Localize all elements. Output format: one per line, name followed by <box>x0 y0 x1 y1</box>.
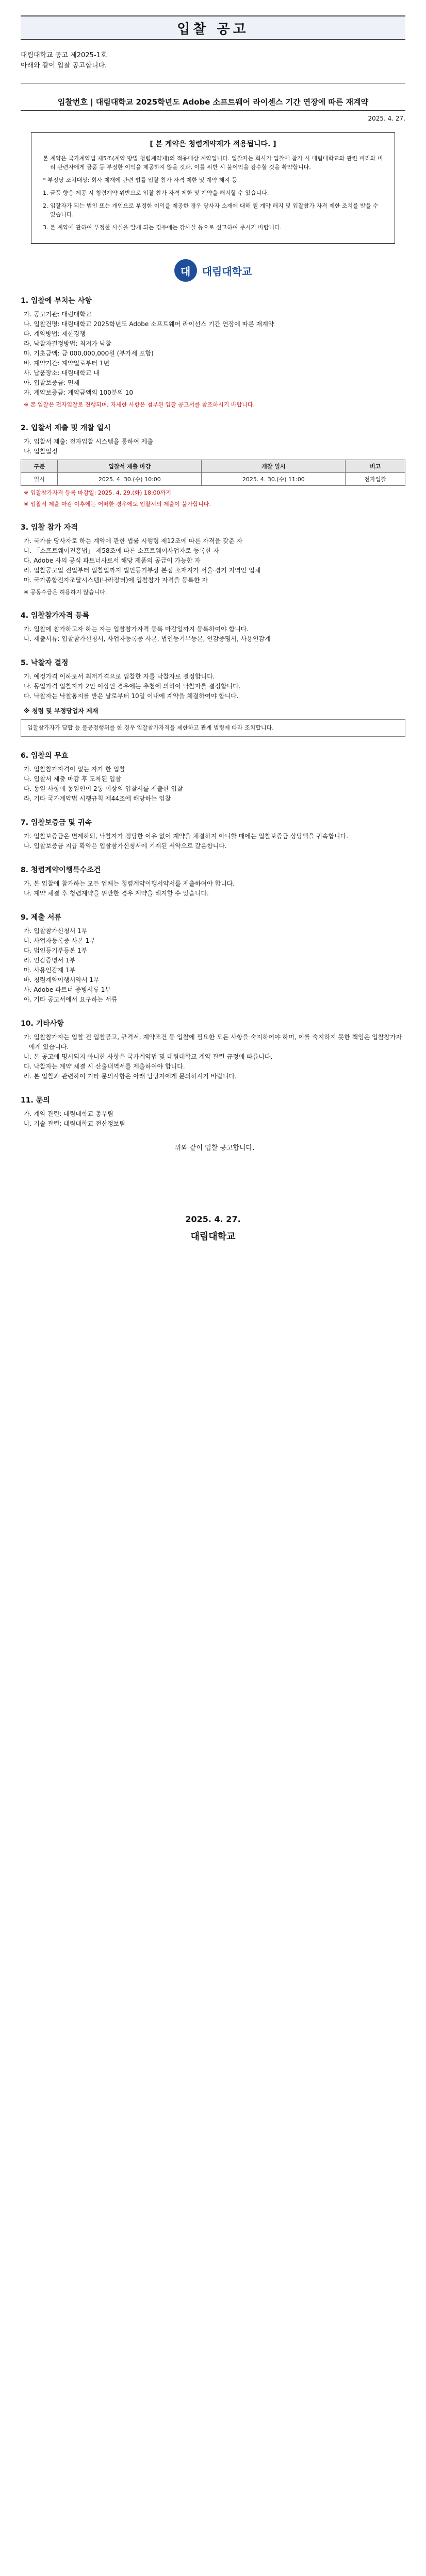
list-item: 나. 입찰보증금 지급 확약은 입찰참가신청서에 기재된 서약으로 갈음합니다. <box>24 842 227 850</box>
list-item: 마. 사용인감계 1부 <box>24 967 76 974</box>
table-cell: 2025. 4. 30.(수) 11:00 <box>202 473 346 486</box>
section-6 <box>21 750 405 804</box>
list-item: 아. 입찰보증금: 면제 <box>24 379 80 386</box>
closing-statement: 위와 같이 입찰 공고합니다. <box>174 1144 255 1152</box>
list-item: 다. 계약방법: 제한경쟁 <box>24 330 86 337</box>
table-cell: 전자입찰 <box>346 473 405 486</box>
warning-note: ※ 입찰서 제출 마감 이후에는 어떠한 경우에도 입찰서의 제출이 불가합니다. <box>24 501 211 507</box>
list-item: 라. 기타 국가계약법 시행규칙 제44조에 해당하는 입찰 <box>24 795 171 802</box>
section-list <box>21 624 405 644</box>
list-item: 다. 법인등기부등본 1부 <box>24 947 88 954</box>
document-date: 2025. 4. 27. <box>368 115 405 122</box>
list-item: 가. 입찰서 제출: 전자입찰 시스템을 통하여 제출 <box>24 438 153 445</box>
list-item: 바. 계약기간: 계약일로부터 1년 <box>24 360 110 367</box>
schedule-table <box>21 460 405 486</box>
table-header: 입찰서 제출 마감 <box>58 460 202 473</box>
list-item: 라. 본 입찰과 관련하여 기타 문의사항은 아래 담당자에게 문의하시기 바랍니다. <box>24 1073 237 1080</box>
table-header: 비고 <box>346 460 405 473</box>
list-item: 다. 동일 사항에 동일인이 2통 이상의 입찰서를 제출한 입찰 <box>24 785 183 792</box>
university-logo <box>0 259 426 282</box>
section-8 <box>21 865 405 899</box>
notice-page <box>0 15 426 1325</box>
list-item: 가. 공고기관: 대림대학교 <box>24 311 92 318</box>
list-item: 라. 입찰공고일 전일부터 입찰일까지 법인등기부상 본점 소재지가 서울·경기 지역인 업체 <box>24 567 261 574</box>
section-list <box>21 437 405 456</box>
section-11 <box>21 1095 405 1153</box>
list-item: 다. 낙찰자는 낙찰통지를 받은 날로부터 10일 이내에 계약을 체결하여야 합니다. <box>24 692 239 700</box>
table-cell: 일시 <box>21 473 58 486</box>
divider <box>21 83 405 84</box>
logo-mark: 대 <box>174 259 197 282</box>
note-box: 입찰참가자가 담합 등 불공정행위를 한 경우 입찰참가자격을 제한하고 관계 법령에 따라 조치합니다. <box>21 719 405 737</box>
section-1 <box>21 295 405 409</box>
section-title: 10. 기타사항 <box>21 1020 64 1028</box>
section-7 <box>21 817 405 851</box>
section-title: 11. 문의 <box>21 1096 50 1105</box>
list-item: 사. 납품장소: 대림대학교 내 <box>24 369 100 377</box>
title-bar <box>21 15 405 40</box>
section-title: 4. 입찰참가자격 등록 <box>21 612 89 620</box>
section-list <box>21 1032 405 1081</box>
section-list <box>21 832 405 851</box>
warning-note: ※ 본 입찰은 전자입찰로 진행되며, 자세한 사항은 첨부된 입찰 공고서를 참조하시기 바랍니다. <box>24 401 255 408</box>
list-item: 나. 제출서류: 입찰참가신청서, 사업자등록증 사본, 법인등기부등본, 인감증명서, 사용인감계 <box>24 635 271 642</box>
table-header: 개찰 일시 <box>202 460 346 473</box>
section-2 <box>21 422 405 509</box>
list-item: 사. Adobe 파트너 증빙서류 1부 <box>24 986 111 993</box>
header-block <box>21 50 405 71</box>
section-title: 1. 입찰에 부치는 사항 <box>21 297 92 305</box>
list-item: 나. 입찰일정 <box>24 448 58 455</box>
list-item: 마. 기초금액: 금 000,000,000원 (부가세 포함) <box>24 350 154 357</box>
section-title: 9. 제출 서류 <box>21 913 61 922</box>
info-note: ※ 공동수급은 허용하지 않습니다. <box>24 589 107 596</box>
notice-paragraph: 3. 본 계약에 관하여 부정한 사실을 알게 되는 경우에는 감사실 등으로 신고하여 주시기 바랍니다. <box>43 224 282 231</box>
section-title: 2. 입찰서 제출 및 개찰 일시 <box>21 424 111 432</box>
notice-box-title: [ 본 계약은 청렴계약제가 적용됩니다. ] <box>150 140 276 148</box>
section-list <box>21 672 405 701</box>
list-item: 나. 기술 관련: 대림대학교 전산정보팀 <box>24 1120 125 1127</box>
list-item: 가. 계약 관련: 대림대학교 총무팀 <box>24 1110 113 1117</box>
list-item: 라. 낙찰자결정방법: 최저가 낙찰 <box>24 340 111 347</box>
list-item: 가. 본 입찰에 참가하는 모든 업체는 청렴계약이행서약서를 제출하여야 합니다. <box>24 880 235 887</box>
footer-date: 2025. 4. 27. <box>185 1214 241 1224</box>
list-item: 나. 사업자등록증 사본 1부 <box>24 937 95 944</box>
document-title: 입찰번호 | 대림대학교 2025학년도 Adobe 소프트웨어 라이센스 기간 연장에 따른 재계약 <box>21 96 405 111</box>
section-list <box>21 926 405 1005</box>
notice-number: 대림대학교 공고 제2025-1호 <box>21 52 107 59</box>
list-item: 나. 본 공고에 명시되지 아니한 사항은 국가계약법 및 대림대학교 계약 관련 규정에 따릅니다. <box>24 1053 273 1060</box>
notice-intro: 아래와 같이 입찰 공고합니다. <box>21 62 107 70</box>
list-item: 다. 낙찰자는 계약 체결 시 산출내역서를 제출하여야 합니다. <box>24 1063 185 1070</box>
section-list <box>21 879 405 899</box>
list-item: 아. 기타 공고서에서 요구하는 서류 <box>24 996 118 1003</box>
section-title: 3. 입찰 참가 자격 <box>21 523 78 532</box>
section-list <box>21 310 405 398</box>
section-4 <box>21 610 405 644</box>
list-item: 나. 「소프트웨어진흥법」 제58조에 따른 소프트웨어사업자로 등록한 자 <box>24 547 219 554</box>
list-item: 자. 계약보증금: 계약금액의 100분의 10 <box>24 389 133 396</box>
list-item: 다. Adobe 사의 공식 파트너사로서 해당 제품의 공급이 가능한 자 <box>24 557 201 564</box>
section-5 <box>21 657 405 737</box>
section-list <box>21 1109 405 1129</box>
sub-heading: ※ 청렴 및 부정당업자 제재 <box>24 707 99 715</box>
list-item: 나. 입찰건명: 대림대학교 2025학년도 Adobe 소프트웨어 라이선스 기간 연장에 따른 재계약 <box>24 320 274 328</box>
list-item: 나. 계약 체결 후 청렴계약을 위반한 경우 계약을 해지할 수 있습니다. <box>24 890 209 897</box>
notice-paragraph: * 부정당 조치대상: 회사 제재에 관련 법률 입찰 참가 자격 제한 및 계약 해지 등 <box>43 177 237 183</box>
table-cell: 2025. 4. 30.(수) 10:00 <box>58 473 202 486</box>
list-item: 마. 국가종합전자조달시스템(나라장터)에 입찰참가 자격을 등록한 자 <box>24 577 208 584</box>
list-item: 가. 입찰참가자격이 없는 자가 한 입찰 <box>24 766 125 773</box>
section-title: 7. 입찰보증금 및 귀속 <box>21 819 92 827</box>
table-header-row <box>21 460 405 473</box>
list-item: 가. 입찰참가자는 입찰 전 입찰공고, 규격서, 계약조건 등 입찰에 필요한 모든 사항을 숙지하여야 하며, 이를 숙지하지 못한 책임은 입찰참가자에게 있습니다. <box>24 1033 402 1050</box>
footer-organization: 대림대학교 <box>190 1231 236 1242</box>
list-item: 가. 입찰에 참가하고자 하는 자는 입찰참가자격 등록 마감일까지 등록하여야 합니다. <box>24 625 249 633</box>
section-list <box>21 765 405 804</box>
section-list <box>21 536 405 585</box>
notice-paragraph: 2. 입찰자가 되는 법인 또는 개인으로 부정한 이익을 제공한 경우 당사자 소재에 대해 원 계약 해지 및 입찰참가 자격 제한 조치를 받을 수 있습니다. <box>43 202 379 218</box>
list-item: 바. 청렴계약이행서약서 1부 <box>24 976 100 984</box>
table-row <box>21 473 405 486</box>
list-item: 가. 예정가격 이하로서 최저가격으로 입찰한 자를 낙찰자로 결정합니다. <box>24 673 215 680</box>
list-item: 나. 동일가격 입찰자가 2인 이상인 경우에는 추첨에 의하여 낙찰자를 결정합니다. <box>24 683 241 690</box>
notice-paragraph: 본 계약은 국가계약법 제5조(계약 방법 청렴계약제)의 적용대상 계약입니다. 입찰자는 회사가 입찰에 참가 시 대림대학교와 관련 비리와 비리 관련자에게 금품 등 부정한 이익을 제공하지 않을 것과, 이를 위반 시 불이익을 감수할 것을 확약합니다. <box>43 155 383 171</box>
list-item: 가. 입찰보증금은 면제하되, 낙찰자가 정당한 이유 없이 계약을 체결하지 아니할 때에는 입찰보증금 상당액을 귀속합니다. <box>24 833 349 840</box>
list-item: 가. 국가를 당사자로 하는 계약에 관한 법률 시행령 제12조에 따른 자격을 갖춘 자 <box>24 537 243 545</box>
logo-text: 대림대학교 <box>202 265 252 278</box>
integrity-notice-box <box>31 132 395 244</box>
table-header: 구분 <box>21 460 58 473</box>
section-10 <box>21 1018 405 1081</box>
list-item: 라. 인감증명서 1부 <box>24 957 76 964</box>
list-item: 나. 입찰서 제출 마감 후 도착된 입찰 <box>24 775 121 783</box>
section-title: 8. 청렴계약이행특수조건 <box>21 866 101 874</box>
notice-paragraph: 1. 금품 향응 제공 시 청렴계약 위반으로 입찰 참가 자격 제한 및 계약을 해지할 수 있습니다. <box>43 190 269 196</box>
section-title: 5. 낙찰자 결정 <box>21 659 69 667</box>
list-item: 가. 입찰참가신청서 1부 <box>24 927 88 935</box>
warning-note: ※ 입찰참가자격 등록 마감일: 2025. 4. 29.(화) 18:00까지 <box>24 489 171 496</box>
section-9 <box>21 912 405 1005</box>
page-title: 입찰 공고 <box>177 21 249 37</box>
section-title: 6. 입찰의 무효 <box>21 752 69 760</box>
section-3 <box>21 522 405 597</box>
